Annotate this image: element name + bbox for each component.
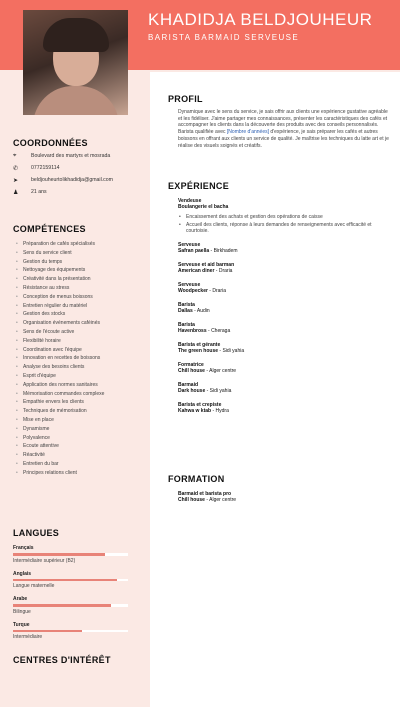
skills-list (13, 240, 104, 478)
job-company-line (178, 288, 390, 295)
job-company-line (178, 388, 390, 395)
contact-text: 0772159114 (31, 165, 60, 171)
send-icon: ➤ (13, 178, 19, 184)
contact-text: beldjouheurtolikhadidja@gmail.com (31, 177, 113, 183)
education-list (168, 491, 390, 504)
skill-item: • Entretien régulier du matériel (13, 302, 104, 311)
languages-list (13, 545, 128, 640)
job-company: Dallas (178, 307, 193, 314)
skill-item: • Nettoyage des équipements (13, 266, 104, 275)
language-level: Intermédiaire supérieur (B2) (13, 557, 76, 564)
skill-item: • Mémorisation commandes complexe (13, 390, 104, 399)
skill-item: • Innovation en recettes de boissons (13, 354, 104, 363)
job-company-line (178, 408, 390, 415)
education-heading: FORMATION (168, 474, 225, 484)
profile-paragraph-1: Dynamique avec le sens du service, je sais offrir aux clients une expérience gustative agréable et les fidéliser. J'aime partager mes connaissances, présenter les caractéristiques des cafés et accompagner les clients dans la découverte des produits avec des conseils personnalisés. (178, 109, 388, 129)
contact-item (13, 189, 126, 196)
job-location: - Audin (192, 307, 210, 314)
skill-item: • Dynamisme (13, 425, 104, 434)
job-title: Barista (178, 321, 195, 328)
job-location: - Birkhadem (209, 247, 238, 254)
job-title: Serveuse et aid barman (178, 261, 235, 268)
skills-section (13, 224, 104, 478)
job-company-line (178, 328, 390, 335)
profile-section (168, 94, 390, 149)
profile-text (168, 109, 390, 149)
candidate-name: KHADIDJA BELDJOUHEUR (148, 10, 373, 29)
contact-item (13, 153, 126, 160)
job-company: Woodpecker (178, 287, 208, 294)
language-level-fill (13, 630, 82, 633)
phone-icon: ✆ (13, 166, 19, 172)
job-entry (168, 262, 390, 275)
job-company-line (178, 368, 390, 375)
contact-text: Boulevard des martyrs et mosrada (31, 153, 111, 159)
job-entry (168, 282, 390, 295)
contact-text: 21 ans (31, 189, 47, 195)
language-level-bar (13, 553, 128, 556)
main-column (150, 72, 400, 707)
job-company: Kahwa w ktab (178, 407, 212, 414)
job-title: Vendeuse (178, 198, 202, 204)
languages-heading: LANGUES (13, 528, 60, 538)
job-company-line (178, 348, 390, 355)
job-company: The green house (178, 347, 219, 354)
interests-section (13, 655, 111, 665)
job-location: - Cheraga (206, 327, 231, 334)
profile-paragraph-2a: Barista qualifiée avec (178, 129, 227, 136)
job-company-line (178, 268, 390, 275)
language-name: Français (13, 545, 34, 551)
experience-section (168, 181, 390, 415)
language-item (13, 622, 128, 641)
skill-item: • Gestion du temps (13, 258, 104, 267)
job-company: Chill house (178, 367, 205, 374)
language-level-fill (13, 604, 111, 607)
job-title: Serveuse (178, 241, 201, 248)
job-bullet: • Accueil des clients, réponse à leurs demandes de renseignements avec efficacité et courtoisie. (178, 222, 390, 235)
person-icon: ♟ (13, 190, 19, 196)
contact-item (13, 177, 126, 184)
profile-photo (23, 10, 128, 115)
skill-item: • Principes relations client (13, 469, 104, 478)
skill-item: • Réactivité (13, 451, 104, 460)
map-pin-icon: ⌖ (13, 153, 17, 159)
language-level: Bilingue (13, 608, 31, 615)
language-item (13, 545, 128, 564)
job-company: Havenbross (178, 327, 207, 334)
skill-item: • Coordination avec l'équipe (13, 346, 104, 355)
skills-heading: COMPÉTENCES (13, 224, 86, 234)
skill-item: • Sens de l'écoute active (13, 328, 104, 337)
job-title: Barista (178, 301, 195, 308)
job-entry (168, 322, 390, 335)
language-level-bar (13, 604, 128, 607)
job-company: American diner (178, 267, 215, 274)
job-entry (168, 382, 390, 395)
job-title: Barmaid (178, 381, 199, 388)
job-location: - Hydra (211, 407, 229, 414)
job-bullets (178, 214, 390, 235)
languages-section (13, 528, 128, 640)
contact-item (13, 165, 126, 172)
skill-item: • Flexibilité horaire (13, 337, 104, 346)
job-title: Barista et gérante (178, 341, 221, 348)
skill-item: • Conception de menus boissons (13, 293, 104, 302)
skill-item: • Préparation de cafés spécialisés (13, 240, 104, 249)
contact-list (13, 153, 126, 196)
job-location: - Draria (207, 287, 226, 294)
education-location: - Alger centre (204, 497, 237, 503)
job-location: - Draria (214, 267, 233, 274)
job-location: - Sidi yahia (205, 387, 232, 394)
job-title: Barista et crepiste (178, 401, 222, 408)
contact-section (13, 138, 126, 196)
education-entry (168, 491, 390, 504)
education-school-line (178, 497, 390, 504)
job-location: - Alger centre (204, 367, 237, 374)
job-company: Boulangerie el bacha (178, 204, 229, 210)
language-name: Anglais (13, 570, 32, 577)
education-school: Chill house (178, 497, 205, 503)
job-location: - Sidi yahia (218, 347, 245, 354)
profile-paragraph-2c: d'expérience, je sais préparer les cafés et autres boissons en offrant aux clients un service de qualité. Je maîtrise les techniques du latte art et je réalise des visuels soignés et créatifs. (178, 129, 389, 149)
language-level: Langue maternelle (13, 583, 55, 589)
skill-item: • Techniques de mémorisation (13, 407, 104, 416)
language-level-bar (13, 579, 128, 582)
job-entry (168, 362, 390, 375)
skill-item: • Résistance au stress (13, 284, 104, 293)
job-title: Serveuse (178, 281, 201, 288)
job-company-line (178, 308, 390, 315)
job-title: BARISTA BARMAID SERVEUSE (148, 33, 300, 42)
skill-item: • Polyvalence (13, 434, 104, 443)
profile-placeholder: [Nombre d'années] (226, 129, 270, 136)
education-section (168, 474, 390, 504)
skill-item: • Ecoute attentive (13, 442, 104, 451)
interests-heading: CENTRES D'INTÉRÊT (13, 655, 111, 665)
skill-item: • Empathie envers les clients (13, 398, 104, 407)
language-level: Intermédiaire (13, 634, 43, 640)
job-entry (168, 302, 390, 315)
job-company-line (178, 204, 390, 211)
contact-heading: COORDONNÉES (13, 138, 88, 148)
education-title: Barmaid et barista pro (178, 491, 232, 497)
language-name: Turque (13, 621, 30, 628)
language-item (13, 571, 128, 590)
skill-item: • Sens du service client (13, 249, 104, 258)
language-level-fill (13, 579, 117, 582)
skill-item: • Organisation événements caféinés (13, 319, 104, 328)
skill-item: • Application des normes sanitaires (13, 381, 104, 390)
language-name: Arabe (13, 596, 28, 602)
job-entry (168, 198, 390, 235)
experience-heading: EXPÉRIENCE (168, 181, 230, 191)
job-entry (168, 402, 390, 415)
profile-heading: PROFIL (168, 94, 203, 104)
job-company: Dark house (178, 387, 206, 394)
job-title: Formatrice (178, 361, 204, 368)
job-company: Safran paella (178, 247, 210, 254)
skill-item: • Mise en place (13, 416, 104, 425)
language-level-fill (13, 553, 105, 556)
experience-list (168, 198, 390, 415)
language-item (13, 596, 128, 615)
skill-item: • Gestion des stocks (13, 310, 104, 319)
job-entry (168, 342, 390, 355)
job-entry (168, 242, 390, 255)
skill-item: • Entretien du bar (13, 460, 104, 469)
skill-item: • Créativité dans la présentation (13, 275, 104, 284)
skill-item: • Analyse des besoins clients (13, 363, 104, 372)
job-company-line (178, 248, 390, 255)
language-level-bar (13, 630, 128, 633)
job-bullet: • Encaissement des achats et gestion des opérations de caisse (178, 214, 390, 221)
skill-item: • Esprit d'équipe (13, 372, 104, 381)
